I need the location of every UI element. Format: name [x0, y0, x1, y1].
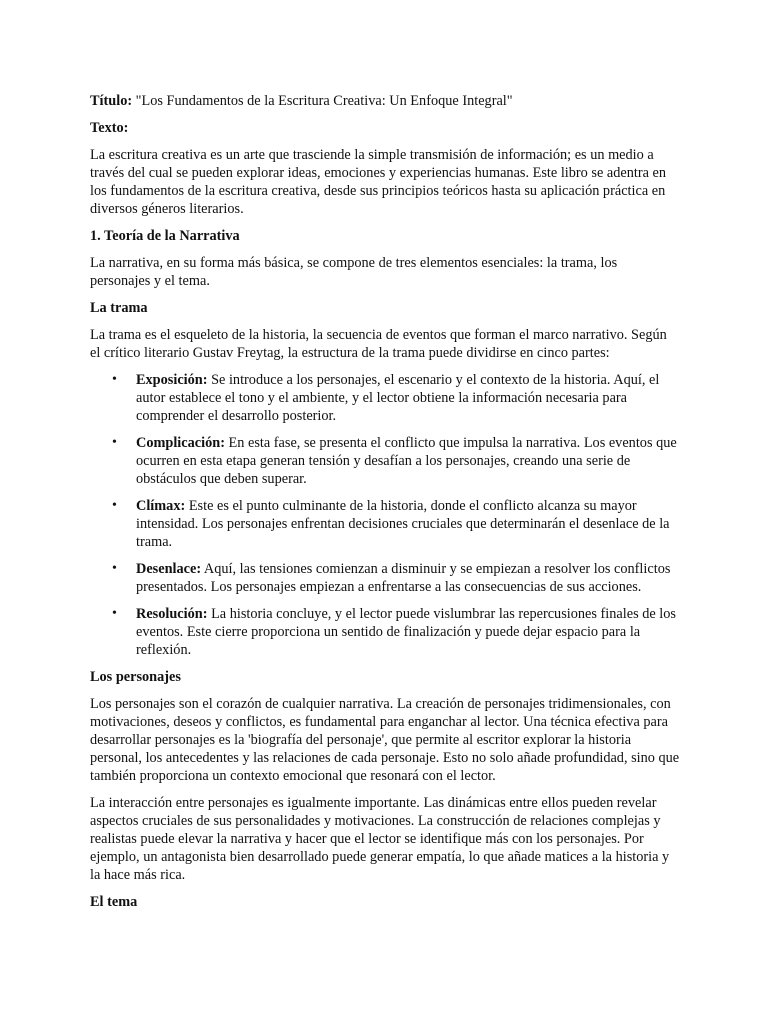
bullet-icon: •: [112, 372, 117, 387]
list-item-description: Se introduce a los personajes, el escenario y el contexto de la historia. Aquí, el autor establece el tono y el ambiente, y el lector obtiene la información necesaria para comprender el desarrollo posterior.: [136, 372, 660, 424]
text-label: Texto:: [90, 120, 129, 136]
list-item-description: Aquí, las tensiones comienzan a disminuir y se empiezan a resolver los conflictos presentados. Los personajes empiezan a enfrentarse a las consecuencias de sus acciones.: [136, 561, 671, 595]
section-intro-paragraph: La narrativa, en su forma más básica, se compone de tres elementos esenciales: la trama, los personajes y el tema.: [90, 255, 618, 289]
list-item-term: Resolución:: [136, 606, 208, 622]
list-item-term: Desenlace:: [136, 561, 202, 577]
title-value: "Los Fundamentos de la Escritura Creativa: Un Enfoque Integral": [132, 93, 513, 109]
characters-paragraph-1: Los personajes son el corazón de cualquier narrativa. La creación de personajes tridimensionales, con motivaciones, deseos y conflictos, es fundamental para enganchar al lector. Una técnica efectiva para desarrollar personajes es la 'biografía del personaje', que permite al escritor explorar la historia personal, los antecedentes y las relaciones de cada personaje. Esto no solo añade profundidad, sino que también proporciona un contexto emocional que resonará con el lector.: [90, 696, 680, 784]
subheading-characters: Los personajes: [90, 669, 181, 685]
list-item-term: Complicación:: [136, 435, 225, 451]
bullet-icon: •: [112, 561, 117, 576]
intro-paragraph: La escritura creativa es un arte que trasciende la simple transmisión de información; es un medio a través del cual se pueden explorar ideas, emociones y experiencias humanas. Este libro se adentra en los fundamentos de la escritura creativa, desde sus principios teóricos hasta su aplicación práctica en diversos géneros literarios.: [90, 147, 667, 217]
list-item-term: Exposición:: [136, 372, 208, 388]
list-item-exposition: [90, 371, 680, 425]
list-item-climax: [90, 497, 680, 551]
list-item-description: En esta fase, se presenta el conflicto que impulsa la narrativa. Los eventos que ocurren en esta etapa generan tensión y desafían a los personajes, creando una serie de obstáculos que deben superar.: [136, 435, 677, 487]
bullet-icon: •: [112, 606, 117, 621]
characters-paragraph-2: La interacción entre personajes es igualmente importante. Las dinámicas entre ellos pueden revelar aspectos cruciales de sus personalidades y motivaciones. La construcción de relaciones complejas y realistas puede elevar la narrativa y hacer que el lector se identifique más con los personajes. Por ejemplo, un antagonista bien desarrollado puede generar empatía, lo que añade matices a la historia y la hace más rica.: [90, 795, 670, 883]
list-item-resolution: [90, 605, 680, 659]
subheading-plot: La trama: [90, 300, 148, 316]
bullet-icon: •: [112, 435, 117, 450]
list-item-term: Clímax:: [136, 498, 186, 514]
list-item-complication: [90, 434, 680, 488]
list-item-description: Este es el punto culminante de la historia, donde el conflicto alcanza su mayor intensidad. Los personajes enfrentan decisiones cruciales que determinarán el desenlace de la trama.: [136, 498, 670, 550]
title-label: Título:: [90, 93, 133, 109]
bullet-icon: •: [112, 498, 117, 513]
plot-parts-list: [90, 371, 680, 659]
document-page: [90, 92, 680, 920]
list-item-description: La historia concluye, y el lector puede vislumbrar las repercusiones finales de los eventos. Este cierre proporciona un sentido de finalización y puede dejar espacio para la reflexión.: [136, 606, 676, 658]
title-line: [90, 92, 680, 110]
section-heading-narrative-theory: 1. Teoría de la Narrativa: [90, 228, 240, 244]
subheading-theme: El tema: [90, 894, 138, 910]
plot-paragraph: La trama es el esqueleto de la historia, la secuencia de eventos que forman el marco narrativo. Según el crítico literario Gustav Freytag, la estructura de la trama puede dividirse en cinco partes:: [90, 327, 667, 361]
list-item-denouement: [90, 560, 680, 596]
